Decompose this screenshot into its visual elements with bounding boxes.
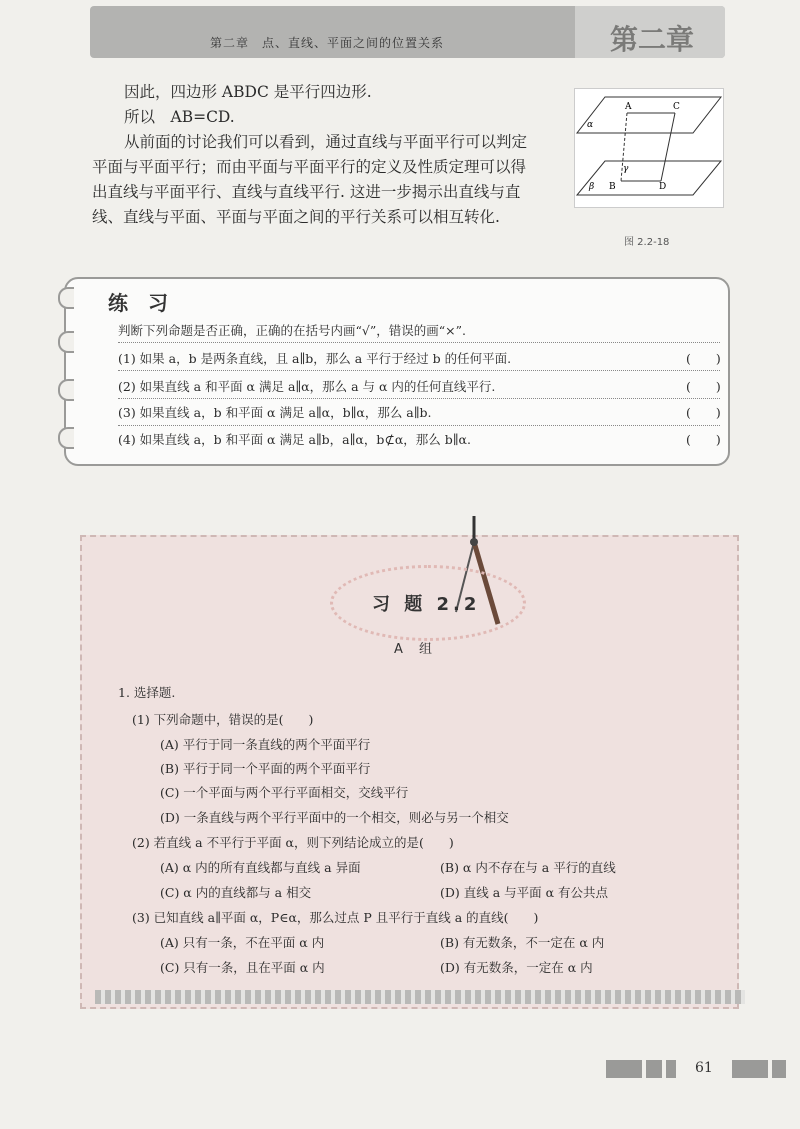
body-line: 因此，四边形 ABDC 是平行四边形. bbox=[124, 83, 372, 101]
figure-caption: 图 2.2-18 bbox=[624, 237, 670, 248]
answer-paren: ( ) bbox=[686, 351, 721, 366]
option: (A) α 内的所有直线都与直线 a 异面 bbox=[160, 860, 361, 875]
parallel-planes-diagram bbox=[575, 89, 723, 207]
figure-label-alpha: α bbox=[587, 120, 594, 130]
divider bbox=[118, 370, 720, 372]
exercise-item: (1) 如果 a，b 是两条直线，且 a∥b，那么 a 平行于经过 b 的任何平面. bbox=[118, 351, 512, 366]
figure-parallel-planes bbox=[574, 88, 724, 208]
body-line: 所以 AB=CD. bbox=[124, 108, 235, 126]
panel-bottom-edge bbox=[95, 990, 745, 1004]
binder-ring bbox=[58, 379, 74, 401]
exercise-item: (3) 如果直线 a，b 和平面 α 满足 a∥α，b∥α，那么 a∥b. bbox=[118, 405, 432, 420]
page-bar-left bbox=[606, 1060, 676, 1078]
option: (D) 有无数条，一定在 α 内 bbox=[440, 960, 593, 975]
exercise-box bbox=[64, 277, 730, 466]
figure-label-a: A bbox=[625, 102, 632, 112]
chapter-label: 第二章 bbox=[610, 23, 695, 56]
option: (B) 平行于同一个平面的两个平面平行 bbox=[160, 761, 371, 776]
body-line: 线、直线与平面、平面与平面之间的平行关系可以相互转化. bbox=[92, 208, 500, 226]
option: (C) 一个平面与两个平行平面相交，交线平行 bbox=[160, 785, 409, 800]
option: (C) 只有一条，且在平面 α 内 bbox=[160, 960, 325, 975]
figure-label-b: B bbox=[609, 182, 616, 192]
divider bbox=[118, 342, 720, 344]
option: (B) α 内不存在与 a 平行的直线 bbox=[440, 860, 616, 875]
figure-label-beta: β bbox=[589, 182, 595, 192]
sub-question: (2) 若直线 a 不平行于平面 α，则下列结论成立的是( ) bbox=[132, 835, 454, 850]
binder-ring bbox=[58, 331, 74, 353]
chapter-header-title: 第二章 点、直线、平面之间的位置关系 bbox=[210, 36, 445, 50]
option: (B) 有无数条，不一定在 α 内 bbox=[440, 935, 605, 950]
divider bbox=[118, 425, 720, 427]
option: (C) α 内的直线都与 a 相交 bbox=[160, 885, 312, 900]
binder-ring bbox=[58, 287, 74, 309]
binder-ring bbox=[58, 427, 74, 449]
sub-question: (3) 已知直线 a∥平面 α，P∈α，那么过点 P 且平行于直线 a 的直线( ) bbox=[132, 910, 539, 925]
answer-paren: ( ) bbox=[686, 405, 721, 420]
option: (D) 一条直线与两个平行平面中的一个相交，则必与另一个相交 bbox=[160, 810, 509, 825]
page-bar-right bbox=[732, 1060, 786, 1078]
group-label: A 组 bbox=[394, 642, 439, 657]
body-line: 平面与平面平行；而由平面与平面平行的定义及性质定理可以得 bbox=[92, 158, 527, 176]
option: (A) 平行于同一条直线的两个平面平行 bbox=[160, 737, 371, 752]
figure-label-gamma: γ bbox=[623, 164, 629, 174]
figure-label-d: D bbox=[659, 182, 667, 192]
exercise-title: 练习 bbox=[108, 291, 188, 315]
exercise-item: (4) 如果直线 a，b 和平面 α 满足 a∥b，a∥α，b⊄α，那么 b∥α. bbox=[118, 432, 471, 447]
option: (A) 只有一条，不在平面 α 内 bbox=[160, 935, 325, 950]
body-line: 出直线与平面平行、直线与直线平行. 这进一步揭示出直线与直 bbox=[92, 183, 521, 201]
answer-paren: ( ) bbox=[686, 432, 721, 447]
option: (D) 直线 a 与平面 α 有公共点 bbox=[440, 885, 609, 900]
figure-label-c: C bbox=[673, 102, 680, 112]
sub-question: (1) 下列命题中，错误的是( ) bbox=[132, 712, 314, 727]
page-number: 61 bbox=[695, 1060, 713, 1076]
divider bbox=[118, 398, 720, 400]
body-line: 从前面的讨论我们可以看到，通过直线与平面平行可以判定 bbox=[124, 133, 528, 151]
problems-title: 习 题 2.2 bbox=[372, 594, 481, 615]
exercise-item: (2) 如果直线 a 和平面 α 满足 a∥α，那么 a 与 α 内的任何直线平行. bbox=[118, 379, 496, 394]
question: 1. 选择题. bbox=[118, 685, 176, 700]
answer-paren: ( ) bbox=[686, 379, 721, 394]
exercise-intro: 判断下列命题是否正确，正确的在括号内画“√”，错误的画“×”. bbox=[118, 323, 466, 338]
